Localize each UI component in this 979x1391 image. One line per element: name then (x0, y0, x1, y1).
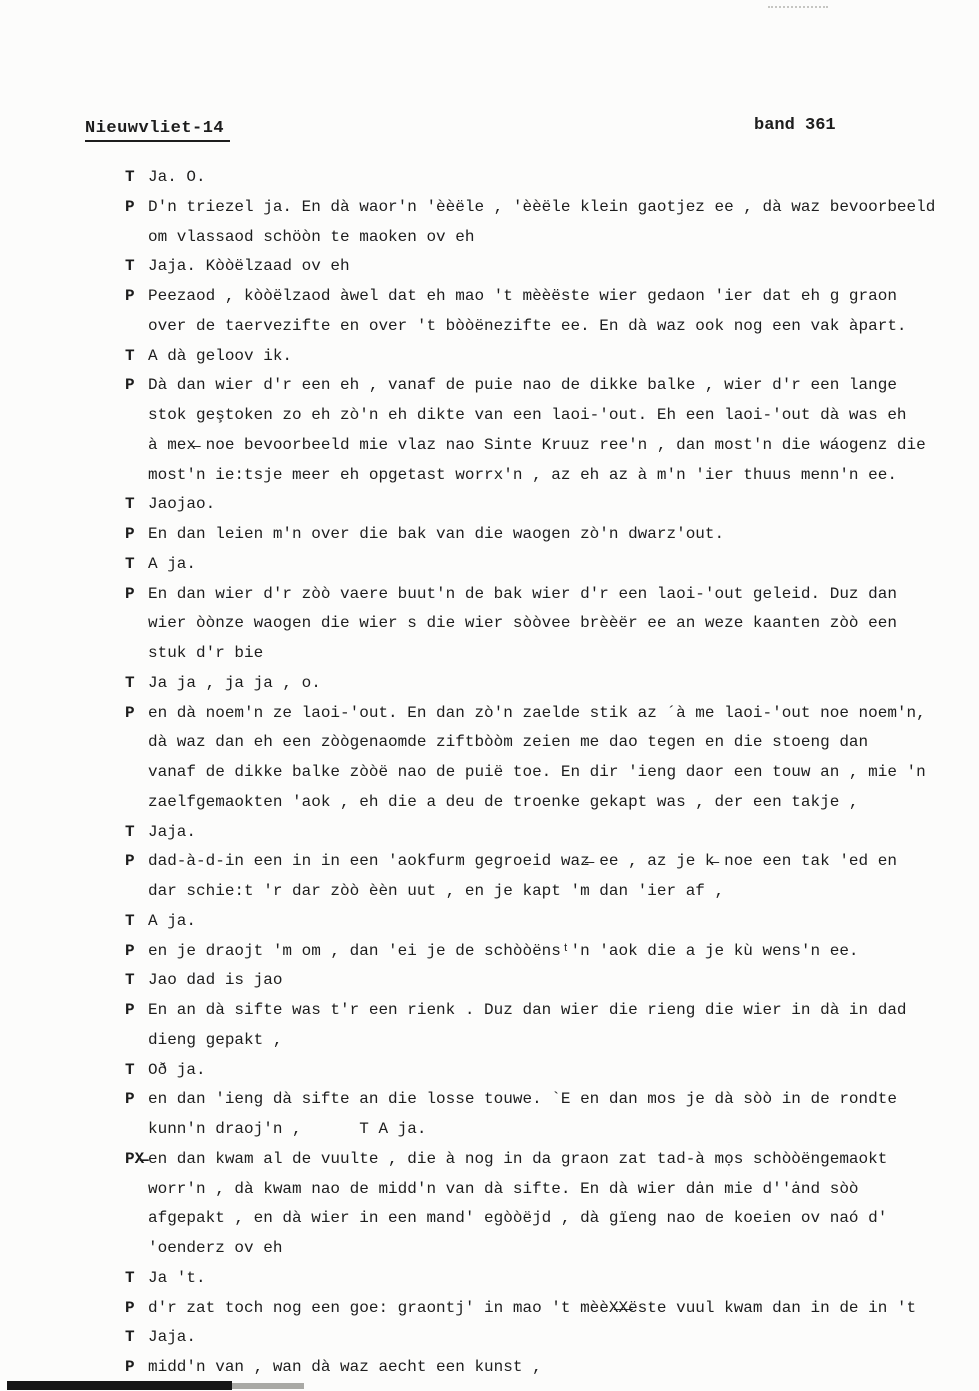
line-text: stuk d'r bie (148, 644, 264, 662)
speaker-label: P (125, 1001, 135, 1019)
line-text: dar schie:t 'r dar zòò èèn uut , en je kapt 'm dan 'ier af , (148, 882, 725, 900)
speaker-label: PX̶ (125, 1149, 145, 1168)
line-text: wier òònze waogen die wier s die wier sòòvee brèèër ee an weze kaanten zòò een (148, 614, 897, 633)
transcript-line (125, 1178, 975, 1208)
speaker-label: P (125, 287, 135, 305)
speaker-label: T (125, 168, 135, 186)
speaker-label: T (125, 554, 135, 573)
transcript-line (125, 315, 975, 345)
line-text: dieng gepakt , (148, 1030, 283, 1049)
speaker-label: P (125, 1358, 135, 1376)
line-text: à mex̶ noe bevoorbeeld mie vlaz nao Sinte Kruuz ree'n , dan most'n die wáogenz die (148, 435, 926, 454)
speaker-label: P (125, 703, 135, 722)
speaker-label: P (125, 1090, 135, 1109)
transcript-line (125, 761, 975, 791)
line-text: Jaja. (148, 1328, 197, 1347)
transcript-line (125, 226, 975, 256)
line-text: A dà geloov ik. (148, 346, 293, 365)
line-text: worr'n , dà kwam nao de midd'n van dà sifte. En dà wier dȧn mie d''ȧnd sòò (148, 1179, 859, 1198)
line-text: dà waz dan eh een zòògenaomde ziftbòòm zeien me dao tegen en die stoeng dan (148, 733, 869, 752)
transcript-line (125, 672, 975, 702)
line-text: Dà dan wier d'r een eh , vanaf de puie nao de dikke balke , wier d'r een lange (148, 376, 897, 395)
line-text: En dan leien m'n over die bak van die waogen zò'n dwarz'out. (148, 525, 725, 543)
transcript-line (125, 731, 975, 761)
transcript-line (125, 1059, 975, 1089)
transcript-line (125, 850, 975, 880)
speaker-label: T (125, 1268, 135, 1287)
speaker-label: P (125, 525, 135, 543)
line-text: midd'n van , wan dà waz aecht een kunst , (148, 1358, 542, 1376)
scan-noise-dots (768, 6, 828, 8)
transcript-line (125, 434, 975, 464)
transcript-line (125, 1148, 975, 1178)
transcript-line (125, 493, 975, 523)
line-text: d'r zat toch nog een goe: graontj' in mao 't mèèX̶X̶ëste vuul kwam dan in de in 't (148, 1298, 917, 1317)
speaker-label: P (125, 1298, 135, 1317)
transcript-line (125, 1088, 975, 1118)
line-text: Ja ja , ja ja , o. (148, 673, 321, 692)
transcript-line (125, 1267, 975, 1297)
transcript-line (125, 642, 975, 672)
line-text: A ja. (148, 911, 197, 930)
speaker-label: P (125, 197, 135, 216)
transcript-line (125, 196, 975, 226)
transcript-line (125, 821, 975, 851)
line-text: A ja. (148, 554, 197, 573)
line-text: en dan kwam al de vuulte , die à nog in da graon zat tad-à mọs schòòëngemaokt (148, 1149, 888, 1168)
speaker-label: T (125, 1060, 135, 1079)
transcript-line (125, 910, 975, 940)
line-text: Oð ja. (148, 1060, 206, 1079)
transcript-line (125, 999, 975, 1029)
line-text: En an dà sifte was t'r een rienk . Duz dan wier die rieng die wier in dà in dad (148, 1001, 907, 1019)
transcript-line (125, 374, 975, 404)
transcript-line (125, 464, 975, 494)
transcript-line (125, 583, 975, 613)
transcript-line (125, 969, 975, 999)
speaker-label: T (125, 673, 135, 692)
speaker-label: T (125, 822, 135, 841)
speaker-label: P (125, 376, 135, 395)
speaker-label: T (125, 971, 135, 990)
transcript-line (125, 345, 975, 375)
transcript-line (125, 1297, 975, 1327)
speaker-label: P (125, 852, 135, 871)
transcript-body (125, 166, 975, 1386)
transcript-line (125, 285, 975, 315)
scan-artifact-bar (7, 1381, 232, 1390)
transcript-line (125, 1118, 975, 1148)
line-text: Peezaod , kòòëlzaod àwel dat eh mao 't mèèëste wier gedaon 'ier dat eh g graon (148, 287, 897, 305)
line-text: Ja 't. (148, 1268, 206, 1287)
transcript-line (125, 1356, 975, 1386)
transcript-line (125, 612, 975, 642)
line-text: en je draojt 'm om , dan 'ei je de schòòënsᵗ'n 'aok die a je kù wens'n ee. (148, 941, 859, 960)
speaker-label: T (125, 911, 135, 930)
line-text: afgepakt , en dà wier in een mand' egòòëjd , dà gïeng nao de koeien ov naó d' (148, 1209, 888, 1228)
speaker-label: T (125, 495, 135, 514)
transcript-line (125, 404, 975, 434)
speaker-label: T (125, 257, 135, 276)
line-text: Jao dad is jao (148, 971, 283, 990)
line-text: kunn'n draoj'n , T A ja. (148, 1120, 427, 1138)
line-text: most'n ie:tsje meer eh opgetast worrx'n , az eh az à m'n 'ier thuus menn'n ee. (148, 465, 897, 484)
line-text: over de taervezifte en over 't bòòënezifte ee. En dà waz ook nog een vak àpart. (148, 316, 907, 335)
line-text: om vlassaod schöòn te maoken ov eh (148, 227, 475, 246)
line-text: vanaf de dikke balke zòòë nao de puië toe. En dir 'ieng daor een touw an , mie 'n (148, 763, 926, 781)
transcript-line (125, 702, 975, 732)
scan-artifact-bar-tail (232, 1383, 304, 1389)
transcript-line (125, 880, 975, 910)
speaker-label: P (125, 941, 135, 960)
transcript-line (125, 1029, 975, 1059)
transcript-line (125, 523, 975, 553)
line-text: En dan wier d'r zòò vaere buut'n de bak wier d'r een laoi-'out geleid. Duz dan (148, 584, 897, 603)
speaker-label: P (125, 584, 135, 603)
line-text: dad-à-d-in een in in een 'aokfurm gegroeid waz̶ ee , az je k̶ noe een tak 'ed en (148, 852, 897, 871)
transcript-line (125, 166, 975, 196)
transcript-line (125, 1237, 975, 1267)
transcript-line (125, 1326, 975, 1356)
line-text: Jaojao. (148, 495, 216, 514)
transcript-line (125, 1207, 975, 1237)
line-text: Jaja. (148, 822, 197, 841)
line-text: en dà noem'n ze laoi-'out. En dan zò'n zaelde stik az ´à me laoi-'out noe noem'n, (148, 703, 926, 722)
transcript-line (125, 791, 975, 821)
transcript-line (125, 553, 975, 583)
speaker-label: T (125, 346, 135, 365)
page-title: Nieuwvliet-14 (85, 119, 230, 142)
line-text: zaelfgemaokten 'aok , eh die a deu de troenke gekapt was , der een takje , (148, 792, 859, 811)
band-number-label: band 361 (754, 116, 836, 135)
line-text: 'oenderz ov eh (148, 1239, 283, 1257)
line-text: D'n triezel ja. En dà waor'n 'èèële , 'èèële klein gaotjez ee , dà waz bevoorbeeld (148, 197, 936, 216)
line-text: stok geştoken zo eh zò'n eh dikte van een laoi-'out. Eh een laoi-'out dà was eh (148, 406, 907, 424)
line-text: Ja. O. (148, 168, 206, 186)
line-text: en dan 'ieng dà sifte an die losse touwe. `E en dan mos je dà sòò in de rondte (148, 1090, 897, 1109)
speaker-label: T (125, 1328, 135, 1347)
transcript-line (125, 940, 975, 970)
line-text: Jaja. Kòòëlzaad ov eh (148, 257, 350, 276)
transcript-line (125, 255, 975, 285)
